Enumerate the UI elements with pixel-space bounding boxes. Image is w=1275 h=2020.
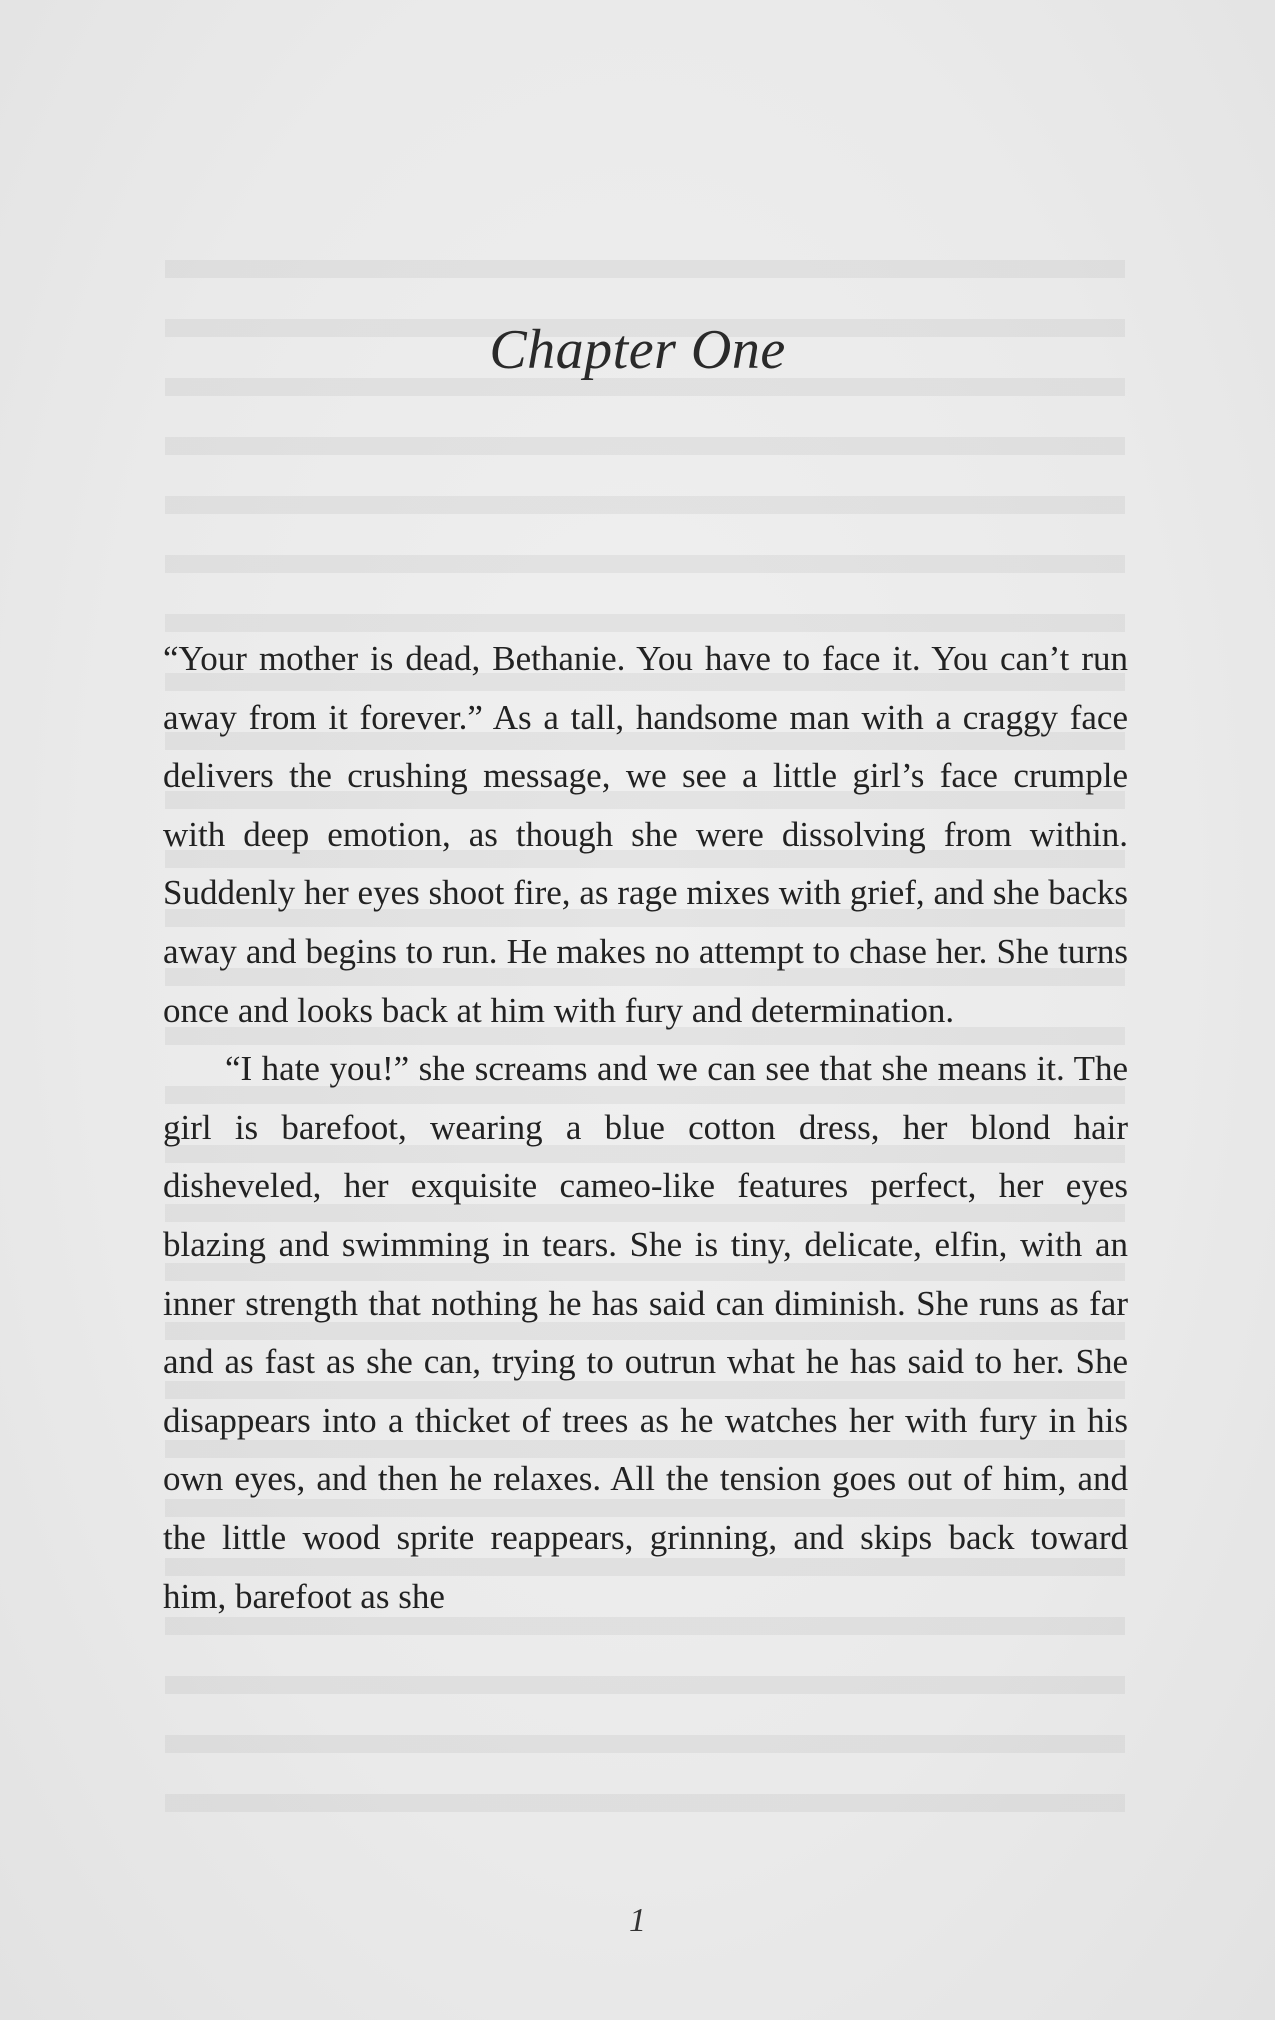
paragraph-2: “I hate you!” she screams and we can see that she means it. The girl is barefoot, wearing a blue cotton dress, her blond hair disheveled, her exquisite cameo-like features perfect, her eyes blazing and swimming in tears. She is tiny, delicate, elfin, with an inner strength that nothing he has said can diminish. She runs as far and as fast as she can, trying to outrun what he has said to her. She disappears into a thicket of trees as he watches her with fury in his own eyes, and then he relaxes. All the tension goes out of him, and the little wood sprite reappears, grinning, and skips back toward him, barefoot as she [163, 1049, 1128, 1616]
paragraph-1: “Your mother is dead, Bethanie. You have to face it. You can’t run away from it forever.” As a tall, handsome man with a craggy face delivers the crushing message, we see a little girl’s face crumple with deep emotion, as though she were dissolving from within. Suddenly her eyes shoot fire, as rage mixes with grief, and she backs away and begins to run. He makes no attempt to chase her. She turns once and looks back at him with fury and determination. [163, 639, 1128, 1030]
chapter-title: Chapter One [489, 319, 786, 381]
page-number: 1 [629, 1902, 646, 1939]
chapter-body-text [163, 630, 1128, 1626]
